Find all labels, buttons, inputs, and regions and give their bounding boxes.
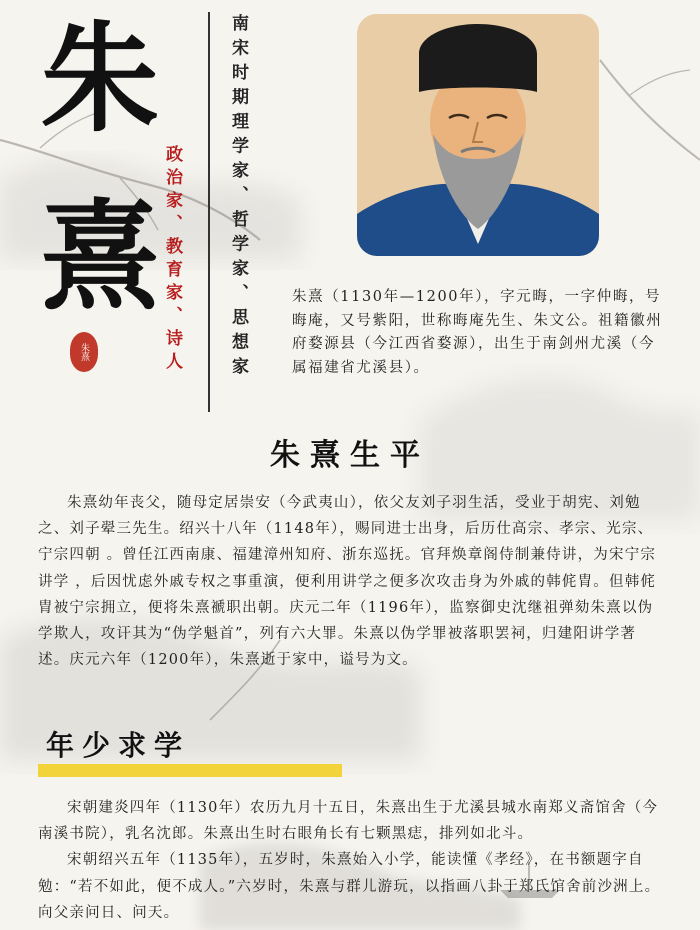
roles-vertical-text: 政治家、教育家、诗人: [162, 145, 182, 375]
section-title-biography: 朱熹生平: [270, 438, 430, 473]
vertical-divider: [208, 12, 210, 412]
name-char-2: 熹: [40, 187, 159, 326]
section-title-youth: 年少求学: [46, 729, 191, 762]
youth-paragraph-1: 宋朝建炎四年（1130年）农历九月十五日，朱熹出生于尤溪县城水南郑义斋馆舍（今南溪书院），乳名沈郎。朱熹出生时右眼角长有七颗黑痣，排列如北斗。: [38, 800, 659, 843]
biography-paragraph: [38, 490, 662, 673]
youth-paragraphs: [38, 795, 662, 926]
intro-paragraph: 朱熹（1130年—1200年），字元晦，一字仲晦，号晦庵，又号紫阳，世称晦庵先生、朱文公。祖籍徽州府婺源县（今江西省婺源），出生于南剑州尤溪（今属福建省尤溪县）。: [292, 289, 663, 376]
biography-text: 朱熹幼年丧父，随母定居崇安（今武夷山），依父友刘子羽生活，受业于胡宪、刘勉之、刘子翚三先生。绍兴十八年（1148年），赐同进士出身，后历仕高宗、孝宗、光宗、宁宗四朝 。曾任江西南康、福建漳州知府、浙东巡抚。官拜焕章阁侍制兼侍讲，为宋宁宗讲学 ，后因忧虑外戚专权之事重演，便利用讲学之便多次攻击身为外戚的韩侂胄。但韩侂胄被宁宗拥立，便将朱熹褫职出朝。庆元二年（1196年），监察御史沈继祖弹劾朱熹以伪学欺人，攻讦其为“伪学魁首”，列有六大罪。朱熹以伪学罪被落职罢祠，归建阳讲学著述。庆元六年（1200年），朱熹逝于家中，谥号为文。: [38, 495, 657, 669]
youth-paragraph-2: 宋朝绍兴五年（1135年），五岁时，朱熹始入小学，能读懂《孝经》，在书额题字自勉：“若不如此，便不成人。”六岁时，朱熹与群儿游玩，以指画八卦于郑氏馆舍前沙洲上。向父亲问日、问天。: [38, 852, 661, 921]
name-char-1: 朱: [40, 9, 159, 148]
epithet-vertical-text: 南宋时期理学家、哲学家、思想家: [228, 14, 248, 382]
red-seal-stamp: 朱熹: [70, 332, 98, 372]
portrait-image: [357, 14, 599, 256]
heading-highlight-bar: [38, 764, 342, 777]
portrait-illustration: [357, 14, 599, 256]
